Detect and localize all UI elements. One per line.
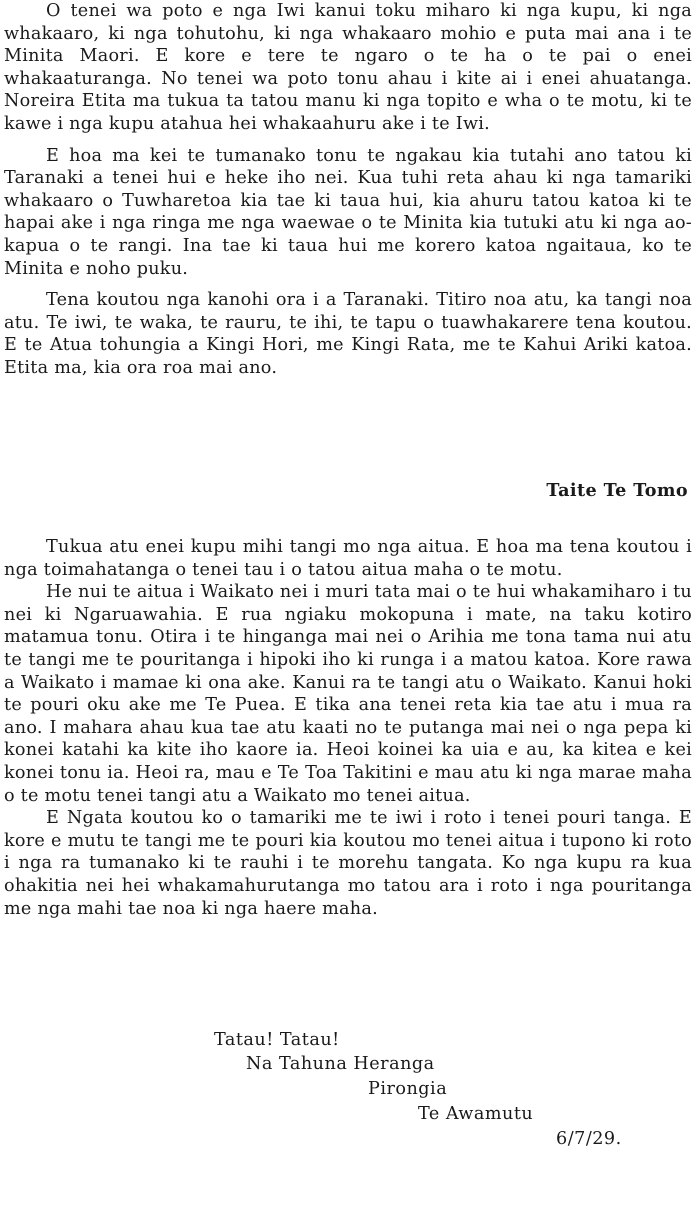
paragraph: He nui te aitua i Waikato nei i muri tata mai o te hui whakamiharo i tu nei ki Ngaruawahia. E rua ngiaku mokopuna i mate, na taku kotiro matamua tonu. Otira i te hinganga mai nei o Arihia me tona tama nui atu te tangi me te pouritanga i hipoki iho ki runga i a matou katoa. Kore rawa a Waikato i mamae ki ona ake. Kanui ra te tangi atu o Waikato. Kanui hoki te pouri oku ake me Te Puea. E tika ana tenei reta kia tae atu i mua ra ano. I mahara ahau kua tae atu kaati no te putanga mai nei o nga pepa ki konei katahi ka kite iho kaore ia. Heoi koinei ka uia e au, ka kitea e kei konei tonu ia. Heoi ra, mau e Te Toa Takitini e mau atu ki nga marae maha o te motu tenei tangi atu a Waikato mo tenei aitua. bbox=[4, 582, 692, 806]
letter-taite-te-tomo bbox=[4, 0, 692, 380]
closing-author: Na Tahuna Heranga bbox=[246, 1054, 435, 1074]
paragraph: E hoa ma kei te tumanako tonu te ngakau kia tutahi ano tatou ki Taranaki a tenei hui e heke iho nei. Kua tuhi reta ahau ki nga tamariki whakaaro o Tuwharetoa kia tae ki taua hui, kia ahuru tatou katoa ki te hapai ake i nga ringa me nga waewae o te Minita kia tutuki atu ki nga ao-kapua o te rangi. Ina tae ki taua hui me korero katoa ngaitaua, ko te Minita e noho puku. bbox=[4, 145, 692, 279]
paragraph: O tenei wa poto e nga Iwi kanui toku miharo ki nga kupu, ki nga whakaaro, ki nga tohutohu, ki nga whakaaro mohio e puta mai ana i te Minita Maori. E kore e tere te ngaro o te ha o te pai o enei whakaaturanga. No tenei wa poto tonu ahau i kite ai i enei ahuatanga. Noreira Etita ma tukua ta tatou manu ki nga topito e wha o te motu, ki te kawe i nga kupu atahua hei whakaahuru ake i te Iwi. bbox=[4, 1, 692, 134]
paragraph: Tukua atu enei kupu mihi tangi mo nga aitua. E hoa ma tena koutou i nga toimahatanga o tenei tau i o tatou aitua maha o te motu. bbox=[4, 537, 692, 580]
signature: Taite Te Tomo bbox=[546, 480, 688, 501]
letter-tahuna-heranga bbox=[4, 536, 692, 920]
paragraph: E Ngata koutou ko o tamariki me te iwi i roto i tenei pouri tanga. E kore e mutu te tangi me te pouri kia koutou mo tenei aitua i tupono ki roto i nga ra tumanako ki te rauhi i te morehu tangata. Ko nga kupu ra kua ohakitia nei hei whakamahurutanga mo tatou ara i roto i nga pouritanga me nga mahi tae noa ki nga haere maha. bbox=[4, 808, 692, 919]
closing-salutation: Tatau! Tatau! bbox=[214, 1030, 340, 1050]
paragraph: Tena koutou nga kanohi ora i a Taranaki. Titiro noa atu, ka tangi noa atu. Te iwi, te waka, te rauru, te ihi, te tapu o tuawhakarere tena koutou. E te Atua tohungia a Kingi Hori, me Kingi Rata, me te Kahui Ariki katoa. Etita ma, kia ora roa mai ano. bbox=[4, 290, 692, 378]
closing-date: 6/7/29. bbox=[556, 1129, 622, 1149]
closing-place: Pirongia bbox=[368, 1079, 448, 1099]
closing-town: Te Awamutu bbox=[418, 1104, 534, 1124]
